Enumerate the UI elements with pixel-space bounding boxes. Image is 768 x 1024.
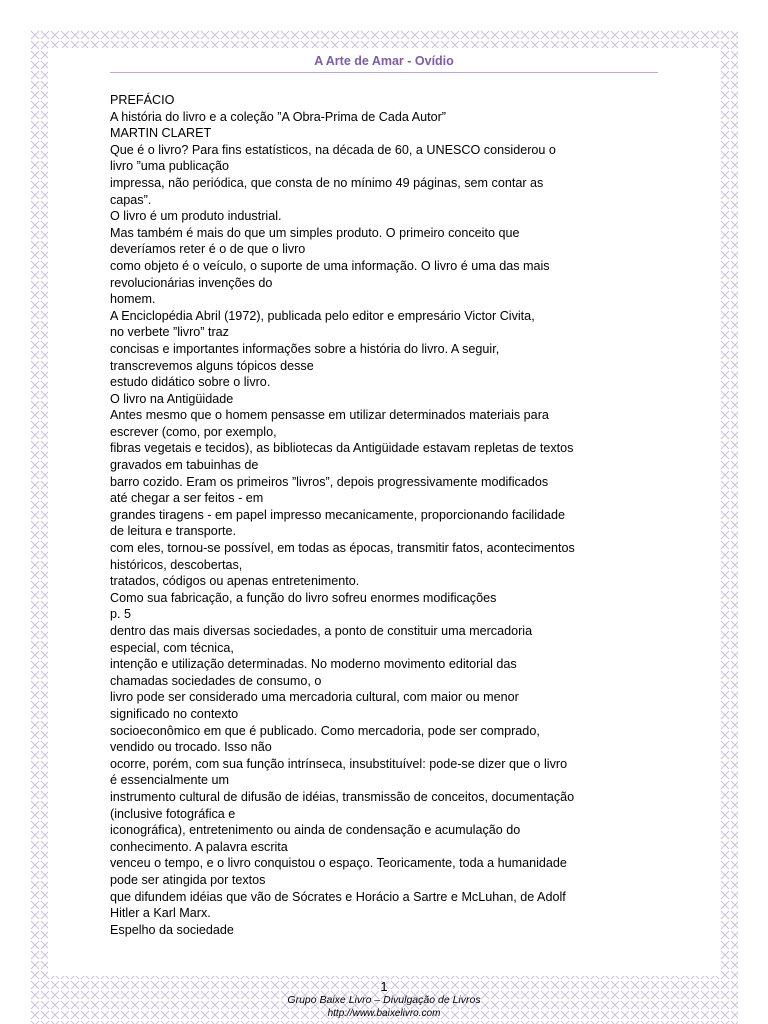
text-line: como objeto é o veículo, o suporte de uma informação. O livro é uma das mais [110, 258, 550, 273]
text-line: escrever (como, por exemplo, [110, 424, 277, 439]
text-line: revolucionárias invenções do [110, 275, 273, 290]
text-line: significado no contexto [110, 706, 239, 721]
text-line: capas”. [110, 192, 152, 207]
text-line: ocorre, porém, com sua função intrínseca, insubstituível: pode-se dizer que o livro [110, 756, 568, 771]
text-line: tratados, códigos ou apenas entretenimento. [110, 574, 360, 589]
text-line: que difundem idéias que vão de Sócrates e Horácio a Sartre e McLuhan, de Adolf [110, 889, 566, 904]
text-line: p. 5 [110, 607, 132, 622]
text-line: até chegar a ser feitos - em [110, 491, 264, 506]
text-line: A Enciclopédia Abril (1972), publicada pelo editor e empresário Victor Civita, [110, 308, 535, 323]
text-line: transcrevemos alguns tópicos desse [110, 358, 314, 373]
text-line: A história do livro e a coleção ”A Obra-Prima de Cada Autor” [110, 109, 446, 124]
text-line: vendido ou trocado. Isso não [110, 740, 272, 755]
text-line: pode ser atingida por textos [110, 872, 266, 887]
text-line: impressa, não periódica, que consta de no mínimo 49 páginas, sem contar as [110, 175, 544, 190]
text-line: chamadas sociedades de consumo, o [110, 673, 322, 688]
text-line: Antes mesmo que o homem pensasse em utilizar determinados materiais para [110, 408, 549, 423]
text-line: venceu o tempo, e o livro conquistou o espaço. Teoricamente, toda a humanidade [110, 856, 567, 871]
text-line: conhecimento. A palavra escrita [110, 839, 288, 854]
text-line: estudo didático sobre o livro. [110, 375, 271, 390]
text-line: históricos, descobertas, [110, 557, 243, 572]
text-line: deveríamos reter é o de que o livro [110, 242, 306, 257]
text-line: Que é o livro? Para fins estatísticos, na década de 60, a UNESCO considerou o [110, 142, 556, 157]
page-number: 1 [380, 979, 388, 994]
text-line: gravados em tabuinhas de [110, 458, 259, 473]
text-line: livro pode ser considerado uma mercadoria cultural, com maior ou menor [110, 690, 519, 705]
text-line: (inclusive fotográfica e [110, 806, 236, 821]
text-line: PREFÁCIO [110, 93, 175, 107]
footer-link[interactable]: http://www.baixelivro.com [327, 1008, 441, 1019]
text-line: Espelho da sociedade [110, 922, 234, 937]
text-line: iconográfica), entretenimento ou ainda de condensação e acumulação do [110, 823, 521, 838]
text-line: fibras vegetais e tecidos), as bibliotecas da Antigüidade estavam repletas de textos [110, 441, 574, 456]
document-title: A Arte de Amar - Ovídio [314, 54, 454, 68]
text-line: homem. [110, 292, 156, 307]
text-line: com eles, tornou-se possível, em todas as épocas, transmitir fatos, acontecimentos [110, 541, 575, 556]
text-line: barro cozido. Eram os primeiros ”livros”, depois progressivamente modificados [110, 474, 549, 489]
text-line: de leitura e transporte. [110, 524, 237, 539]
text-line: socioeconômico em que é publicado. Como mercadoria, pode ser comprado, [110, 723, 540, 738]
text-line: grandes tiragens - em papel impresso mecanicamente, proporcionando facilidade [110, 507, 566, 522]
text-line: MARTIN CLARET [110, 126, 212, 141]
text-line: Como sua fabricação, a função do livro sofreu enormes modificações [110, 590, 497, 605]
text-line: Hitler a Karl Marx. [110, 906, 211, 921]
footer-organization: Grupo Baixe Livro – Divulgação de Livros [287, 994, 481, 1006]
title-underline [110, 72, 658, 73]
text-line: intenção e utilização determinadas. No moderno movimento editorial das [110, 657, 517, 672]
text-line: concisas e importantes informações sobre a história do livro. A seguir, [110, 341, 500, 356]
text-line: instrumento cultural de difusão de idéias, transmissão de conceitos, documentação [110, 789, 575, 804]
text-line: é essencialmente um [110, 773, 230, 788]
text-line: dentro das mais diversas sociedades, a ponto de constituir uma mercadoria [110, 624, 533, 638]
text-line: no verbete ”livro” traz [110, 325, 229, 340]
text-line: O livro na Antigüidade [110, 391, 234, 406]
text-line: Mas também é mais do que um simples produto. O primeiro conceito que [110, 225, 520, 240]
document-body [110, 92, 610, 938]
text-line: O livro é um produto industrial. [110, 209, 282, 224]
text-line: livro ”uma publicação [110, 159, 229, 174]
text-line: especial, com técnica, [110, 640, 234, 655]
